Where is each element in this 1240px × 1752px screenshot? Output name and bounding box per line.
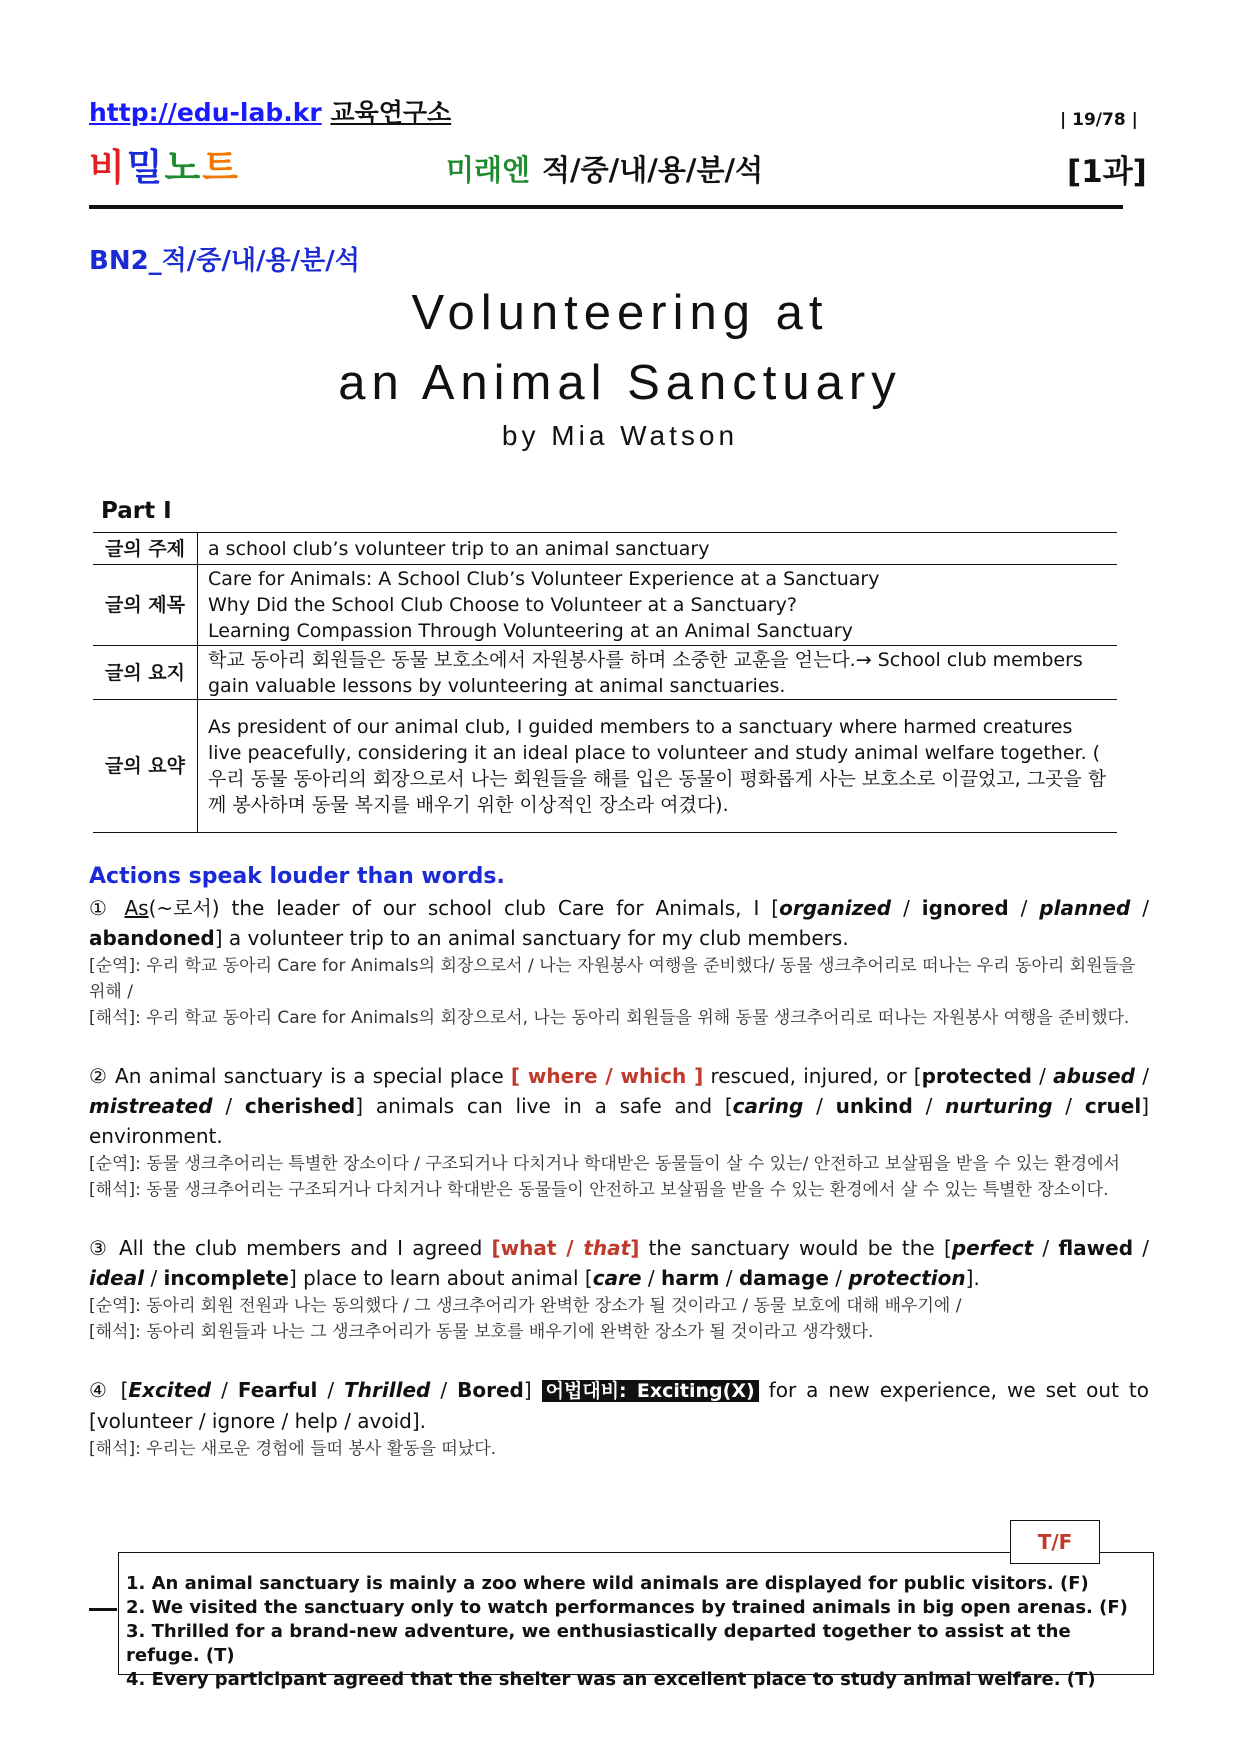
slash: /	[144, 1266, 164, 1290]
grammar-choice: [ where / which ]	[510, 1064, 704, 1088]
titles-cell	[198, 565, 1118, 646]
choice: Bored	[457, 1378, 524, 1402]
slash: /	[1133, 1236, 1149, 1260]
choice: mistreated	[89, 1094, 213, 1118]
table-row	[93, 533, 1117, 565]
title-option: Learning Compassion Through Volunteering at an Animal Sanctuary	[208, 620, 853, 642]
choice: ideal	[89, 1266, 145, 1290]
margin-dash	[89, 1608, 117, 1611]
tf-item: 1. An animal sanctuary is mainly a zoo where wild animals are displayed for public visitors. (F)	[126, 1573, 1089, 1594]
choice: Excited	[128, 1378, 212, 1402]
choice: caring	[732, 1094, 804, 1118]
byline: by Mia Watson	[501, 420, 739, 451]
row-header: 글의 요지	[93, 646, 198, 700]
title-option: Why Did the School Club Choose to Volunteer at a Sanctuary?	[208, 594, 797, 616]
row-header: 글의 제목	[93, 565, 198, 646]
sentence-2	[89, 1061, 1149, 1151]
choice: damage	[738, 1266, 829, 1290]
brand-char: 밀	[126, 146, 165, 189]
choice: abused	[1053, 1064, 1135, 1088]
title-option: Care for Animals: A School Club’s Volunteer Experience at a Sanctuary	[208, 568, 880, 590]
article-title	[0, 278, 1240, 418]
slash: /	[1031, 1064, 1054, 1088]
grammar-tip-badge: 어법대비: Exciting(X)	[542, 1380, 759, 1402]
grammar-choice: that	[583, 1236, 631, 1260]
brand-logo	[89, 137, 240, 191]
slash: /	[891, 896, 922, 920]
analysis-label: 적/중/내/용/분/석	[542, 153, 764, 187]
choice: protection	[848, 1266, 966, 1290]
part-label: Part I	[101, 498, 172, 524]
choice: ignored	[921, 896, 1009, 920]
text: ] place to learn about animal [	[288, 1266, 593, 1290]
sentence-1	[89, 893, 1149, 953]
slash: /	[828, 1266, 849, 1290]
item-number: ②	[89, 1064, 108, 1088]
grammar-choice: ]	[630, 1236, 640, 1260]
site-link[interactable]: http://edu-lab.kr	[89, 98, 322, 127]
text: for a new experience, we set out to [volunteer / ignore / help / avoid].	[89, 1378, 1150, 1433]
slash: /	[212, 1094, 245, 1118]
sentence-4: ④ [Excited / Fearful / Thrilled / Bored] 어법대비: Exciting(X) for a new experience, we set out to [volunteer / ignore / help / avoid].	[89, 1378, 1150, 1433]
choice: incomplete	[163, 1266, 289, 1290]
choice: Thrilled	[344, 1378, 431, 1402]
choice: abandoned	[89, 926, 215, 950]
text: All the club members and I agreed	[109, 1236, 492, 1260]
tf-item: 3. Thrilled for a brand-new adventure, we enthusiastically departed together to assist at the refuge. (T)	[126, 1621, 1071, 1666]
choice: unkind	[835, 1094, 913, 1118]
publisher: 미래엔	[446, 153, 531, 187]
gist-cell: 학교 동아리 회원들은 동물 보호소에서 자원봉사를 하며 소중한 교훈을 얻는다.→ School club members gain valuable lessons by volunteering at animal sanctuaries.	[198, 646, 1118, 700]
choice: protected	[921, 1064, 1032, 1088]
choice: nurturing	[945, 1094, 1053, 1118]
choice: flawed	[1058, 1236, 1134, 1260]
slash: /	[317, 1378, 345, 1402]
text: ] a volunteer trip to an animal sanctuary for my club members.	[214, 926, 849, 950]
literal-translation: [순역]: 우리 학교 동아리 Care for Animals의 회장으로서 / 나는 자원봉사 여행을 준비했다/ 동물 생크추어리로 떠나는 우리 동아리 회원들을 위해 /	[89, 956, 1136, 1002]
row-header: 글의 주제	[93, 533, 198, 565]
sentence-3	[89, 1233, 1149, 1293]
item-number: ①	[89, 896, 113, 920]
analysis-section	[89, 864, 1149, 1462]
slash: /	[1008, 896, 1040, 920]
table-row	[93, 565, 1117, 646]
text: An animal sanctuary is a special place	[107, 1064, 511, 1088]
slash: /	[803, 1094, 836, 1118]
slash: /	[211, 1378, 238, 1402]
grammar-note: (~로서)	[148, 896, 220, 920]
page-number: | 19/78 |	[1060, 110, 1138, 130]
choice: cruel	[1084, 1094, 1142, 1118]
institute-name: 교육연구소	[330, 98, 452, 127]
brand-char: 비	[89, 146, 127, 189]
summary-cell: As president of our animal club, I guided members to a sanctuary where harmed creatures live peacefully, considering it an ideal place to volunteer and study animal welfare together. ( 우리 동물 동아리의 회장으로서 나는 회원들을 해를 입은 동물이 평화롭게 사는 보호소로 이끌었고, 그곳을 함께 봉사하며 동물 복지를 배우기 위한 이상적인 장소라 여겼다).	[198, 700, 1118, 833]
translation: [해석]: 동물 생크추어리는 구조되거나 다치거나 학대받은 동물들이 안전하고 보살핌을 받을 수 있는 환경에서 살 수 있는 특별한 장소이다.	[89, 1180, 1109, 1200]
choice: organized	[779, 896, 892, 920]
choice: perfect	[951, 1236, 1034, 1260]
text: ].	[965, 1266, 980, 1290]
table-row	[93, 700, 1117, 833]
tf-list	[126, 1572, 1146, 1692]
choice: care	[592, 1266, 642, 1290]
table-row	[93, 646, 1117, 700]
subject-heading	[446, 148, 763, 189]
choice: planned	[1039, 896, 1131, 920]
section-label: BN2_적/중/내/용/분/석	[89, 246, 360, 276]
row-header: 글의 요약	[93, 700, 198, 833]
text: rescued, injured, or [	[703, 1064, 922, 1088]
text: the sanctuary would be the [	[639, 1236, 952, 1260]
choice: cherished	[244, 1094, 356, 1118]
literal-translation: [순역]: 동아리 회원 전원과 나는 동의했다 / 그 생크추어리가 완벽한 장소가 될 것이라고 / 동물 보호에 대해 배우기에 /	[89, 1296, 962, 1316]
summary-table	[93, 532, 1117, 833]
translation: [해석]: 우리는 새로운 경험에 들떠 봉사 활동을 떠났다.	[89, 1439, 497, 1459]
grammar-choice: [what /	[491, 1236, 584, 1260]
text: the leader of our school club Care for Animals, I [	[219, 896, 780, 920]
tf-item: 2. We visited the sanctuary only to watch performances by trained animals in big open arenas. (F)	[126, 1597, 1128, 1618]
motto: Actions speak louder than words.	[89, 864, 505, 889]
header-divider	[89, 205, 1123, 209]
tf-item: 4. Every participant agreed that the shelter was an excellent place to study animal welfare. (T)	[126, 1669, 1096, 1690]
grammar-word: As	[124, 896, 149, 920]
slash: /	[1135, 1064, 1149, 1088]
choice: Fearful	[237, 1378, 318, 1402]
brand-char: 트	[202, 146, 240, 189]
tf-label: T/F	[1010, 1520, 1100, 1564]
brand-char: 노	[164, 146, 203, 189]
slash: /	[430, 1378, 458, 1402]
translation: [해석]: 동아리 회원들과 나는 그 생크추어리가 동물 보호를 배우기에 완벽한 장소가 될 것이라고 생각했다.	[89, 1322, 874, 1342]
header-url	[89, 93, 451, 129]
text: ] animals can live in a safe and [	[355, 1094, 733, 1118]
choice: harm	[660, 1266, 720, 1290]
slash: /	[912, 1094, 946, 1118]
slash: /	[1130, 896, 1149, 920]
item-number: ③	[89, 1236, 110, 1260]
slash: /	[1033, 1236, 1059, 1260]
item-number: ④	[89, 1378, 111, 1402]
text: ] environment.	[89, 1094, 1150, 1148]
title-line-1: Volunteering at	[411, 286, 829, 340]
lesson-number: [1과]	[1067, 154, 1147, 190]
topic-cell: a school club’s volunteer trip to an animal sanctuary	[198, 533, 1118, 565]
slash: /	[1052, 1094, 1085, 1118]
translation: [해석]: 우리 학교 동아리 Care for Animals의 회장으로서, 나는 동아리 회원들을 위해 동물 생크추어리로 떠나는 자원봉사 여행을 준비했다.	[89, 1008, 1130, 1028]
literal-translation: [순역]: 동물 생크추어리는 특별한 장소이다 / 구조되거나 다치거나 학대받은 동물들이 살 수 있는/ 안전하고 보살핌을 받을 수 있는 환경에서	[89, 1154, 1120, 1174]
title-line-2: an Animal Sanctuary	[338, 356, 902, 410]
slash: /	[641, 1266, 661, 1290]
slash: /	[719, 1266, 739, 1290]
